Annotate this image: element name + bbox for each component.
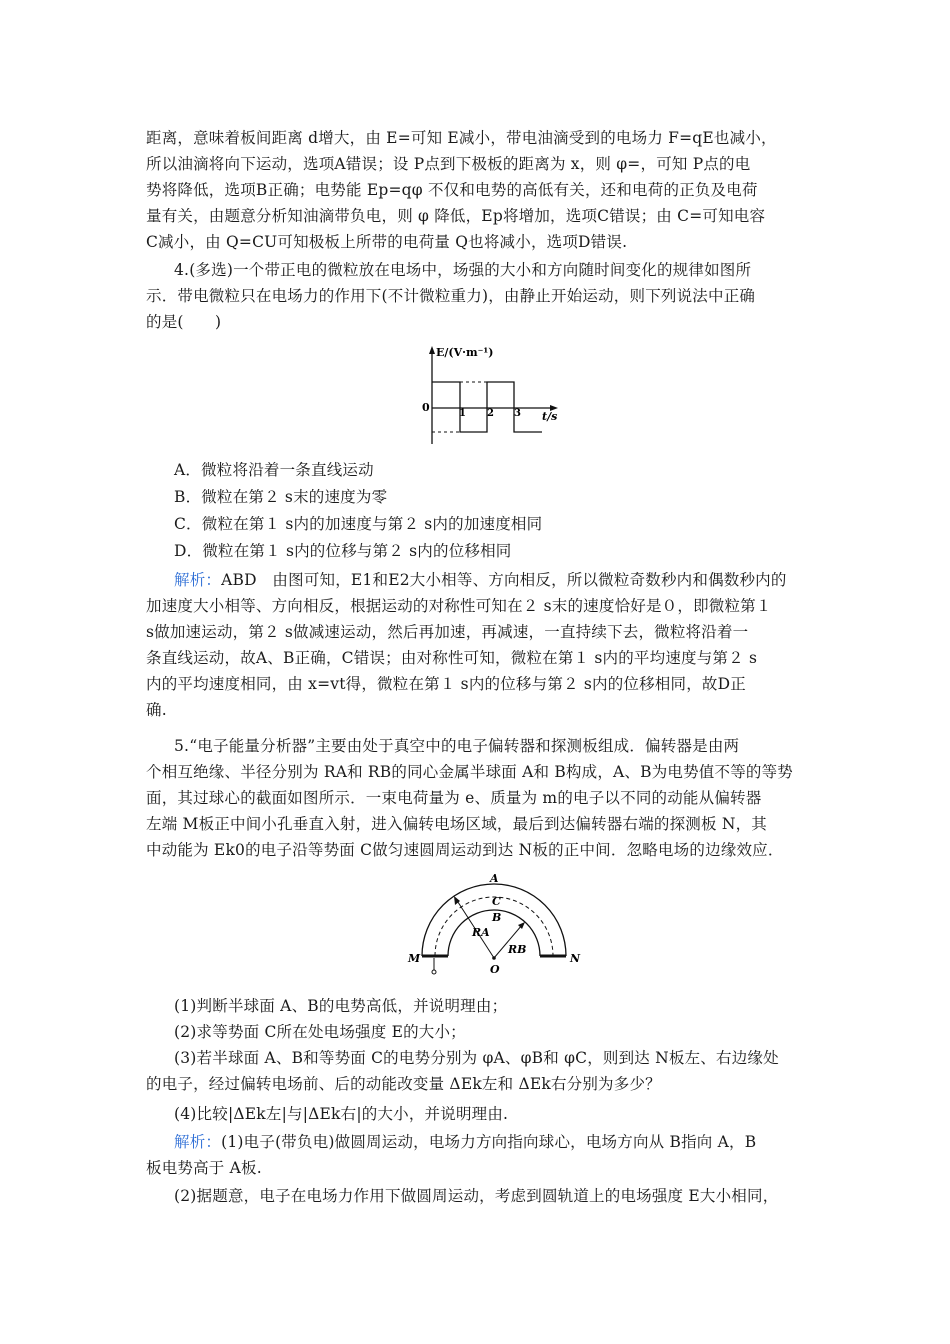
y-axis-arrow [429, 346, 435, 354]
question-5-text: 面，其过球心的截面如图所示．一束电荷量为 e、质量为 m的电子以不同的动能从偏转器 [146, 789, 762, 807]
solution-text: (1)电子(带负电)做圆周运动，电场力方向指向球心，电场方向从 B指向 A，B [221, 1133, 757, 1151]
entry-hole [432, 970, 436, 974]
option-b: B．微粒在第２ s末的速度为零 [174, 488, 388, 506]
x-axis-label: t/s [542, 410, 558, 423]
question-5-text: 左端 M板正中间小孔垂直入射，进入偏转电场区域，最后到达偏转器右端的探测板 N，其 [146, 815, 767, 833]
paragraph-line: 所以油滴将向下运动，选项A错误；设 P点到下极板的距离为 x，则 φ=，可知 P点的电 [146, 155, 751, 173]
option-d: D．微粒在第１ s内的位移与第２ s内的位移相同 [174, 542, 512, 560]
paragraph-line: C减小，由 Q=CU可知极板上所带的电荷量 Q也将减小，选项D错误. [146, 233, 628, 251]
question-4-text: 4.(多选)一个带正电的微粒放在电场中，场强的大小和方向随时间变化的规律如图所 [174, 261, 752, 279]
label-a: A [490, 872, 499, 885]
solution-label: 解析： [174, 1133, 222, 1151]
y-axis-label: E/(V·m⁻¹) [436, 346, 494, 359]
paragraph-line: 量有关，由题意分析知油滴带负电，则 φ 降低，Ep将增加，选项C错误；由 C=可知电容 [146, 207, 766, 225]
solution-5-line [174, 1132, 838, 1152]
solution-5-line: (2)据题意，电子在电场力作用下做圆周运动，考虑到圆轨道上的电场强度 E大小相同， [174, 1187, 779, 1205]
label-m: M [408, 952, 421, 965]
sub-question-2: (2)求等势面 C所在处电场强度 E的大小； [174, 1023, 466, 1041]
label-c: C [492, 895, 501, 908]
label-ra: RA [472, 926, 490, 939]
solution-4-line: 条直线运动，故A、B正确，C错误；由对称性可知，微粒在第１ s内的平均速度与第２ s [146, 649, 758, 667]
label-o: O [490, 963, 500, 976]
solution-4-line [174, 570, 838, 590]
solution-4-line: 加速度大小相等、方向相反，根据运动的对称性可知在２ s末的速度恰好是０，即微粒第１ [146, 597, 772, 615]
sub-question-3: (3)若半球面 A、B和等势面 C的电势分别为 φA、φB和 φC，则到达 N板左、右边缘处 [174, 1049, 779, 1067]
option-c: C．微粒在第１ s内的加速度与第２ s内的加速度相同 [174, 515, 543, 533]
sub-question-3: 的电子，经过偏转电场前、后的动能改变量 ΔEk左和 ΔEk右分别为多少？ [146, 1075, 661, 1093]
paragraph-line: 距离，意味着板间距离 d增大，由 E=可知 E减小，带电油滴受到的电场力 F=qE也减小， [146, 129, 777, 147]
sub-question-1: (1)判断半球面 A、B的电势高低，并说明理由； [174, 997, 508, 1015]
label-b: B [492, 911, 502, 924]
sub-question-4: (4)比较|ΔEk左|与|ΔEk右|的大小，并说明理由. [174, 1105, 509, 1123]
question-5-text: 中动能为 Ek0的电子沿等势面 C做匀速圆周运动到达 N板的正中间．忽略电场的边缘效应． [146, 841, 784, 859]
solution-4-line: s做加速运动，第２ s做减速运动，然后再加速，再减速，一直持续下去，微粒将沿着一 [146, 623, 749, 641]
tick-label-1: 1 [459, 408, 466, 419]
question-4-text: 的是( ) [146, 313, 222, 331]
label-n: N [570, 952, 581, 965]
solution-4-line: 确. [146, 701, 167, 719]
origin-label: 0 [422, 401, 430, 414]
label-rb: RB [508, 943, 527, 956]
paragraph-line: 势将降低，选项B正确；电势能 Ep=qφ 不仅和电势的高低有关，还和电荷的正负及电荷 [146, 181, 758, 199]
tick-label-2: 2 [487, 408, 494, 419]
question-5-text: 个相互绝缘、半径分别为 RA和 RB的同心金属半球面 A和 B构成，A、B为电势值不等的等势 [146, 763, 794, 781]
question-4-text: 示．带电微粒只在电场力的作用下(不计微粒重力)，由静止开始运动，则下列说法中正确 [146, 287, 756, 305]
option-a: A．微粒将沿着一条直线运动 [174, 461, 374, 479]
solution-text: ABD 由图可知，E1和E2大小相等、方向相反，所以微粒奇数秒内和偶数秒内的 [221, 571, 787, 589]
e-t-graph [418, 340, 568, 452]
question-5-text: 5.“电子能量分析器”主要由处于真空中的电子偏转器和探测板组成．偏转器是由两 [174, 737, 740, 755]
solution-label: 解析： [174, 571, 222, 589]
tick-label-3: 3 [514, 408, 521, 419]
deflector-diagram [404, 868, 584, 978]
solution-5-line: 板电势高于 A板. [146, 1159, 262, 1177]
solution-4-line: 内的平均速度相同，由 x=vt得，微粒在第１ s内的位移与第２ s内的位移相同，故D正 [146, 675, 746, 693]
square-wave [432, 382, 542, 432]
